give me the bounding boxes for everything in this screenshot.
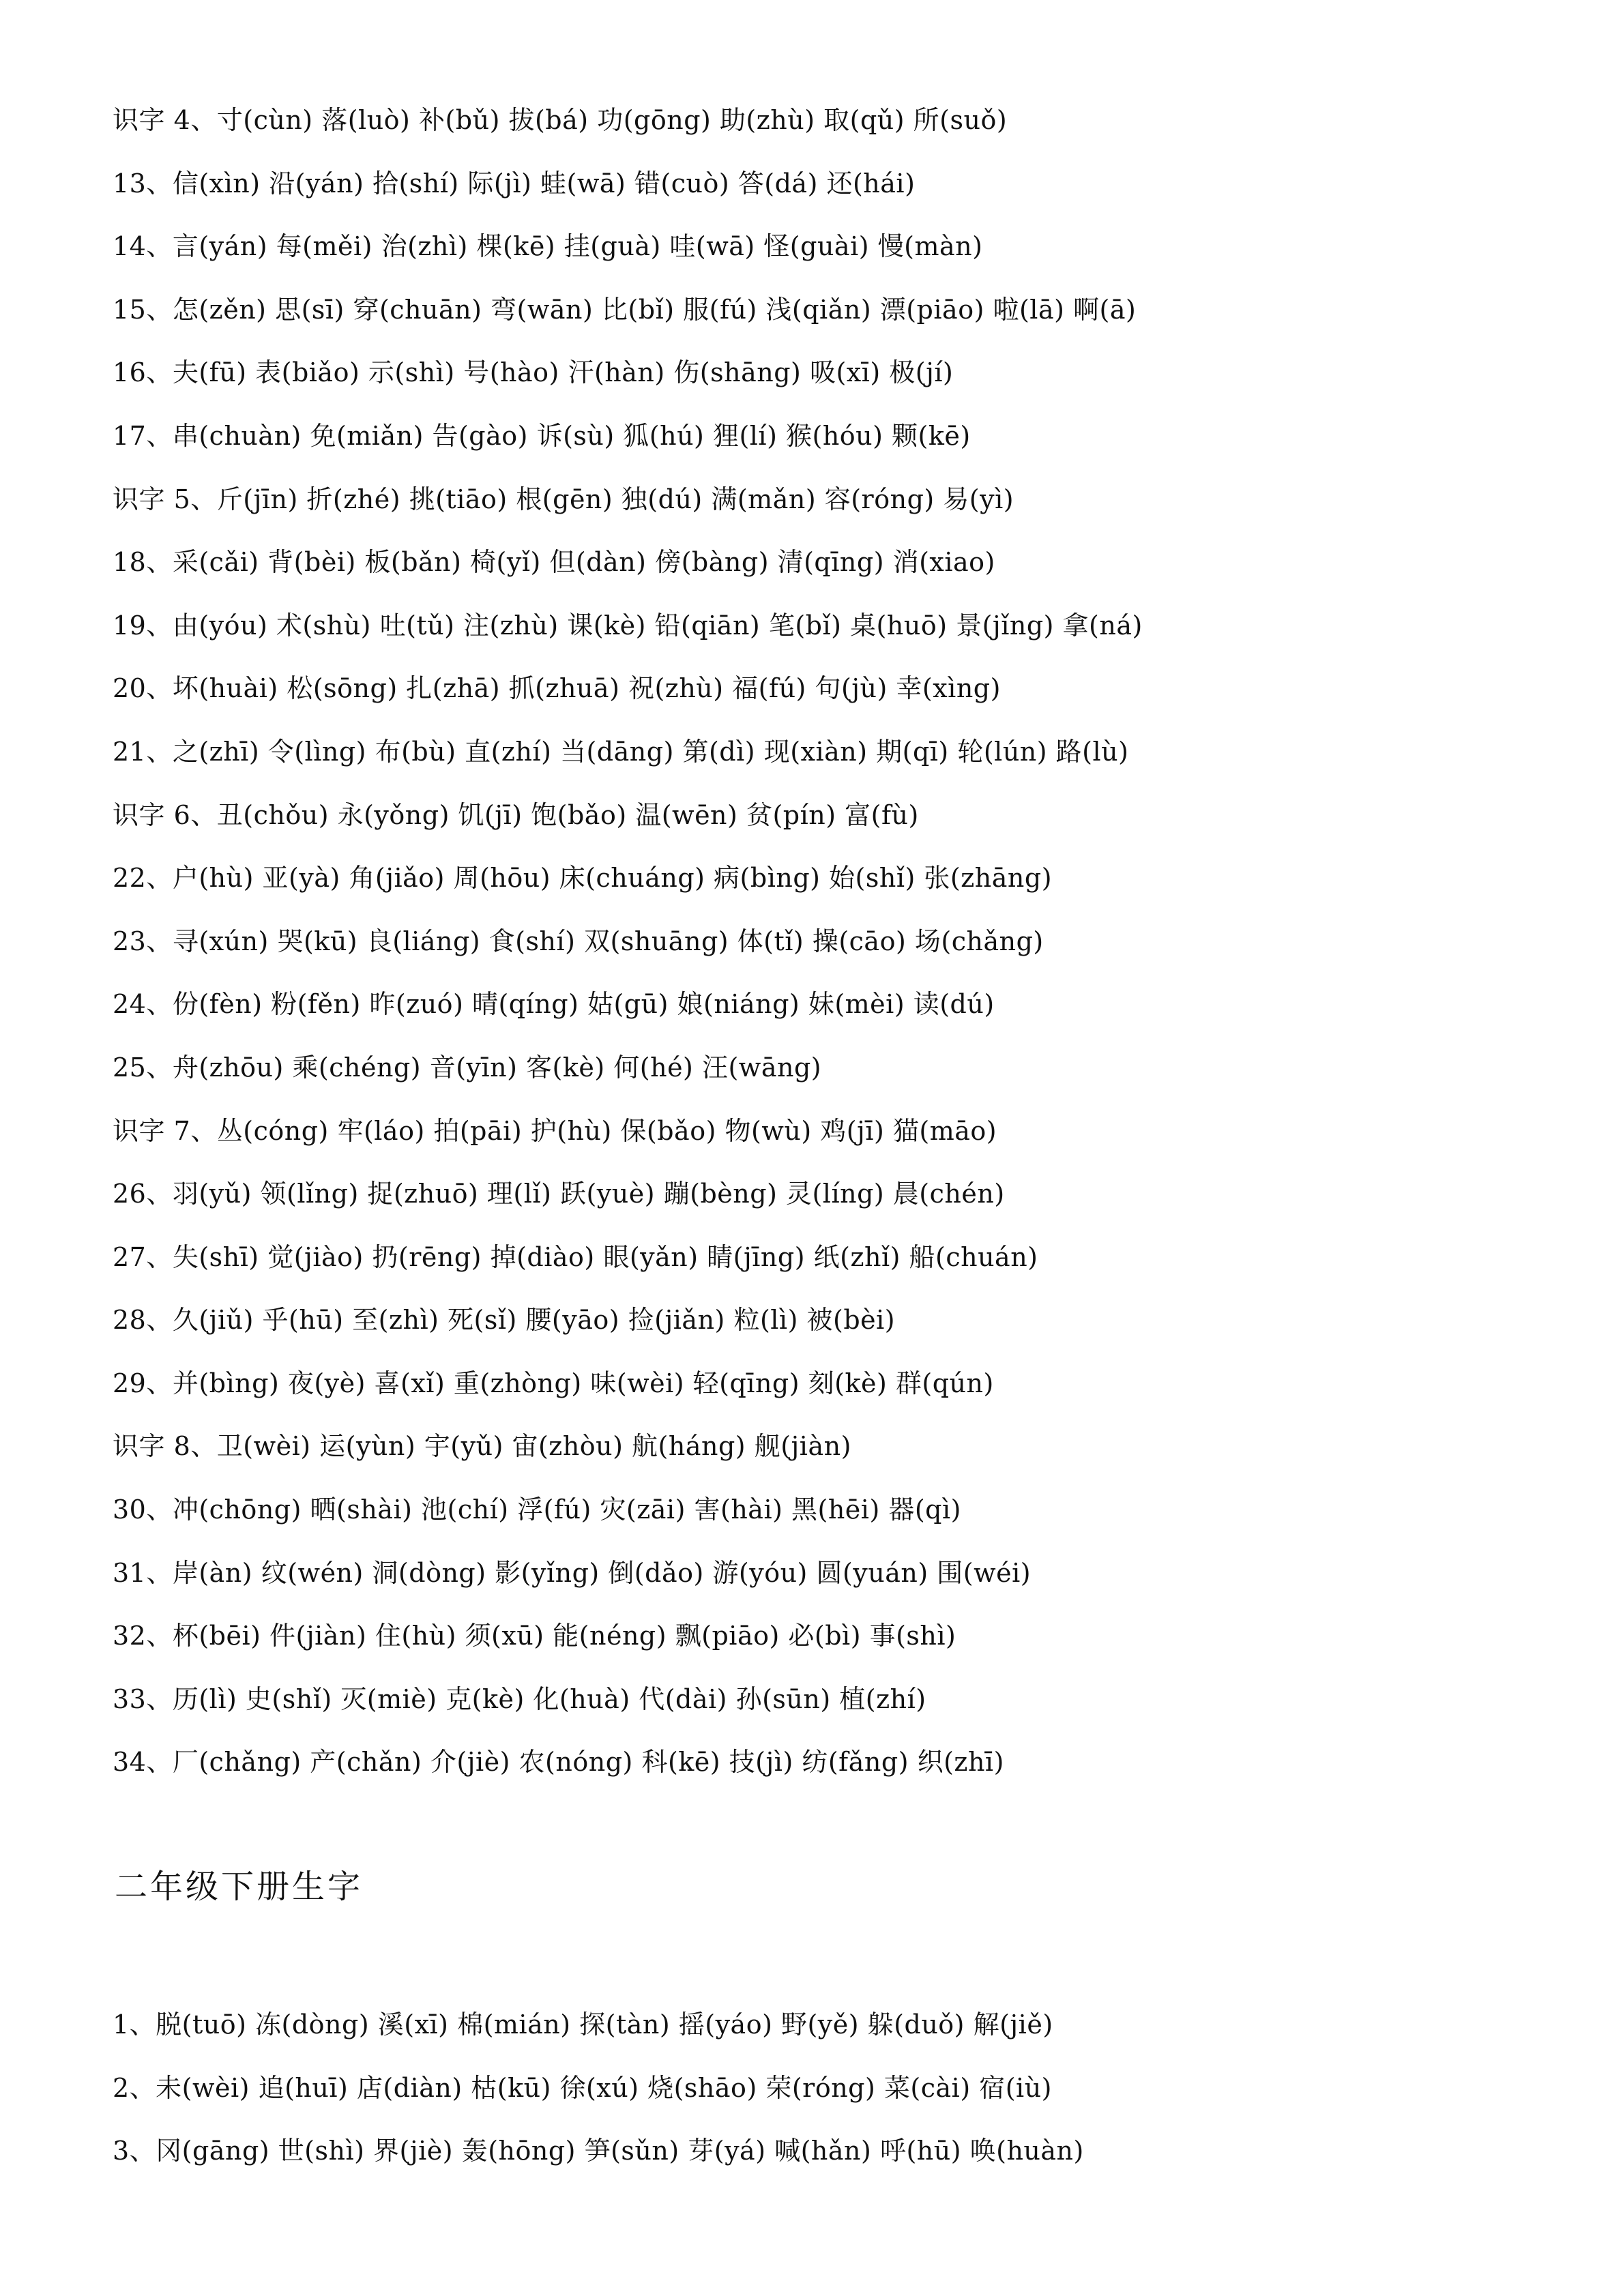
character-line: 3、冈(gāng) 世(shì) 界(jiè) 轰(hōng) 笋(sǔn) 芽(yá) 喊(hǎn) 呼(hū) 唤(huàn): [113, 2136, 1084, 2166]
character-line: 2、未(wèi) 追(huī) 店(diàn) 枯(kū) 徐(xú) 烧(shāo) 荣(róng) 菜(cài) 宿(iù): [113, 2072, 1053, 2103]
character-line: 13、信(xìn) 沿(yán) 拾(shí) 际(jì) 蛙(wā) 错(cuò) 答(dá) 还(hái): [113, 168, 916, 198]
character-line: 识字 5、斤(jīn) 折(zhé) 挑(tiāo) 根(gēn) 独(dú) 满(mǎn) 容(róng) 易(yì): [113, 484, 1014, 514]
character-list-upper: [113, 100, 1545, 1805]
character-line: 29、并(bìng) 夜(yè) 喜(xǐ) 重(zhòng) 味(wèi) 轻(qīng) 刻(kè) 群(qún): [113, 1368, 994, 1398]
character-line: 34、厂(chǎng) 产(chǎn) 介(jiè) 农(nóng) 科(kē) 技(jì) 纺(fǎng) 织(zhī): [113, 1747, 1004, 1778]
character-line: 识字 7、丛(cóng) 牢(láo) 拍(pāi) 护(hù) 保(bǎo) 物(wù) 鸡(jī) 猫(māo): [113, 1115, 997, 1146]
character-line: 33、历(lì) 史(shǐ) 灭(miè) 克(kè) 化(huà) 代(dài) 孙(sūn) 植(zhí): [113, 1683, 926, 1714]
character-line: 16、夫(fū) 表(biǎo) 示(shì) 号(hào) 汗(hàn) 伤(shāng) 吸(xī) 极(jí): [113, 357, 954, 388]
character-line: 17、串(chuàn) 免(miǎn) 告(gào) 诉(sù) 狐(hú) 狸(lí) 猴(hóu) 颗(kē): [113, 420, 971, 451]
character-line: 20、坏(huài) 松(sōng) 扎(zhā) 抓(zhuā) 祝(zhù) 福(fú) 句(jù) 幸(xìng): [113, 673, 1001, 704]
character-line: 30、冲(chōng) 晒(shài) 池(chí) 浮(fú) 灾(zāi) 害(hài) 黑(hēi) 器(qì): [113, 1495, 961, 1525]
character-line: 32、杯(bēi) 件(jiàn) 住(hù) 须(xū) 能(néng) 飘(piāo) 必(bì) 事(shì): [113, 1621, 956, 1651]
character-line: 27、失(shī) 觉(jiào) 扔(rēng) 掉(diào) 眼(yǎn) 睛(jīng) 纸(zhǐ) 船(chuán): [113, 1241, 1038, 1272]
character-line: 19、由(yóu) 术(shù) 吐(tǔ) 注(zhù) 课(kè) 铅(qiān) 笔(bǐ) 桌(huō) 景(jǐng) 拿(ná): [113, 610, 1143, 641]
character-line: 1、脱(tuō) 冻(dòng) 溪(xī) 棉(mián) 探(tàn) 摇(yáo) 野(yě) 躲(duǒ) 解(jiě): [113, 2010, 1053, 2040]
character-line: 识字 6、丑(chǒu) 永(yǒng) 饥(jī) 饱(bǎo) 温(wēn) 贫(pín) 富(fù): [113, 799, 919, 830]
character-line: 31、岸(àn) 纹(wén) 洞(dòng) 影(yǐng) 倒(dǎo) 游(yóu) 圆(yuán) 围(wéi): [113, 1557, 1032, 1588]
character-list-lower: [113, 2004, 1545, 2194]
character-line: 18、采(cǎi) 背(bèi) 板(bǎn) 椅(yǐ) 但(dàn) 傍(bàng) 清(qīng) 消(xiao): [113, 547, 995, 578]
character-line: 28、久(jiǔ) 乎(hū) 至(zhì) 死(sǐ) 腰(yāo) 捡(jiǎn) 粒(lì) 被(bèi): [113, 1305, 896, 1336]
character-line: 14、言(yán) 每(měi) 治(zhì) 棵(kē) 挂(guà) 哇(wā) 怪(guài) 慢(màn): [113, 231, 983, 262]
character-line: 24、份(fèn) 粉(fěn) 昨(zuó) 晴(qíng) 姑(gū) 娘(niáng) 妹(mèi) 读(dú): [113, 989, 995, 1020]
character-line: 识字 4、寸(cùn) 落(luò) 补(bǔ) 拔(bá) 功(gōng) 助(zhù) 取(qǔ) 所(suǒ): [113, 105, 1008, 135]
character-line: 识字 8、卫(wèi) 运(yùn) 宇(yǔ) 宙(zhòu) 航(háng) 舰(jiàn): [113, 1431, 851, 1462]
character-line: 15、怎(zěn) 思(sī) 穿(chuān) 弯(wān) 比(bǐ) 服(fú) 浅(qiǎn) 漂(piāo) 啦(lā) 啊(ā): [113, 294, 1137, 325]
section-heading: 二年级下册生字: [115, 1868, 364, 1906]
character-line: 22、户(hù) 亚(yà) 角(jiǎo) 周(hōu) 床(chuáng) 病(bìng) 始(shǐ) 张(zhāng): [113, 863, 1053, 894]
character-line: 26、羽(yǔ) 领(lǐng) 捉(zhuō) 理(lǐ) 跃(yuè) 蹦(bèng) 灵(líng) 晨(chén): [113, 1179, 1005, 1209]
character-line: 25、舟(zhōu) 乘(chéng) 音(yīn) 客(kè) 何(hé) 汪(wāng): [113, 1052, 822, 1083]
character-line: 21、之(zhī) 令(lìng) 布(bù) 直(zhí) 当(dāng) 第(dì) 现(xiàn) 期(qī) 轮(lún) 路(lù): [113, 736, 1129, 767]
character-line: 23、寻(xún) 哭(kū) 良(liáng) 食(shí) 双(shuāng) 体(tǐ) 操(cāo) 场(chǎng): [113, 926, 1044, 956]
